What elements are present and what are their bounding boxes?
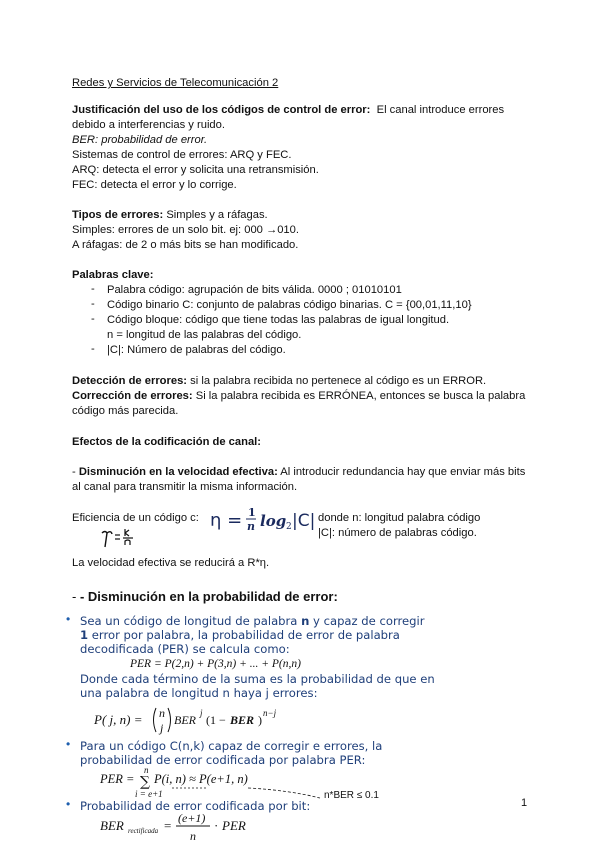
svg-text:BER: BER <box>174 713 196 727</box>
list-item: Código bloque: código que tiene todas las palabras de igual longitud. <box>107 314 450 326</box>
correccion-heading: Corrección de errores: <box>72 390 193 402</box>
svg-text:n: n <box>159 706 165 720</box>
b1-line1: Sea un código de longitud de palabra n y capaz de corregir <box>80 614 425 628</box>
svg-text:=: = <box>164 818 172 833</box>
svg-text:j: j <box>200 708 203 718</box>
svg-text:(e+1): (e+1) <box>178 811 206 825</box>
palabras-heading: Palabras clave: <box>72 269 154 281</box>
svg-text:n−j: n−j <box>263 708 277 718</box>
velocidad-line: - Disminución en la velocidad efectiva: Al introducir redundancia hay que enviar más bits <box>72 466 526 478</box>
dash: - <box>91 283 95 295</box>
list-item: Código binario C: conjunto de palabras código binarias. C = {00,01,11,10} <box>107 299 472 311</box>
page-number: 1 <box>521 797 528 809</box>
svg-text:i = e+1: i = e+1 <box>135 789 163 799</box>
justificacion-text2: debido a interferencias y ruido. <box>72 119 225 131</box>
svg-text:n: n <box>144 765 149 775</box>
note-nber: n*BER ≤ 0.1 <box>324 790 379 801</box>
velocidad-text: Al introducir redundancia hay que enviar más bits <box>280 466 526 478</box>
justificacion-line <box>72 103 504 118</box>
bullet-icon: • <box>66 612 71 626</box>
bullet-icon: • <box>66 737 71 751</box>
tipos-heading: Tipos de errores: <box>72 209 164 221</box>
svg-text:): ) <box>258 713 262 727</box>
correccion-line <box>72 389 525 404</box>
arq-line: ARQ: detecta el error y solicita una retransmisión. <box>72 164 319 176</box>
deteccion-heading: Detección de errores: <box>72 375 188 387</box>
svg-text:P( j, n) =: P( j, n) = <box>94 712 143 727</box>
dash: - <box>91 343 95 355</box>
eficiencia-label: Eficiencia de un código c: <box>72 512 199 524</box>
svg-text:·: · <box>214 818 219 833</box>
svg-text:PER: PER <box>222 818 246 833</box>
b1-line3: decodificada (PER) se calcula como: <box>80 642 290 656</box>
svg-text:PER =: PER = <box>100 772 135 786</box>
svg-text:2: 2 <box>286 522 292 532</box>
justificacion-heading: Justificación del uso de los códigos de control de error: <box>72 104 371 116</box>
svg-text:j: j <box>160 721 164 735</box>
b1-line2: 1 error por palabra, la probabilidad de error de palabra <box>80 628 400 642</box>
svg-text:BER: BER <box>100 818 124 833</box>
b1-line4: Donde cada término de la suma es la probabilidad de que en <box>80 672 435 686</box>
svg-text:η =: η = <box>210 510 243 531</box>
correccion-text: Si la palabra recibida es ERRÓNEA, entonces se busca la palabra <box>195 390 526 402</box>
svg-text:P(i, n) ≈ P(e+1, n): P(i, n) ≈ P(e+1, n) <box>154 772 248 786</box>
handwritten-eta-k-over-n <box>98 526 144 552</box>
ber-definition: BER: probabilidad de error. <box>72 134 208 146</box>
b2-line1: Para un código C(n,k) capaz de corregir e errores, la <box>80 739 383 753</box>
velocidad-heading: Disminución en la velocidad efectiva: <box>78 466 278 478</box>
svg-text:BER: BER <box>230 713 255 727</box>
deteccion-text: si la palabra recibida no pertenece al código es un ERROR. <box>190 375 487 387</box>
b2-line2: probabilidad de error codificada por palabra PER: <box>80 753 366 767</box>
efectos-heading: Efectos de la codificación de canal: <box>72 436 262 448</box>
pjn-formula <box>94 702 294 738</box>
tipos-text: Simples y a ráfagas. <box>166 209 268 221</box>
svg-text:|C|: |C| <box>292 511 316 531</box>
svg-text:1: 1 <box>248 506 256 519</box>
b1-n: n <box>301 614 310 628</box>
donde-n: donde n: longitud palabra código <box>318 512 481 524</box>
ber-rectificada-formula <box>100 808 300 846</box>
svg-text:∑: ∑ <box>140 774 150 790</box>
doc-title: Redes y Servicios de Telecomunicación 2 <box>72 77 279 89</box>
list-item: |C|: Número de palabras del código. <box>107 344 286 356</box>
simples-line: Simples: errores de un solo bit. ej: 000 →010. <box>72 224 299 236</box>
dash: - <box>91 313 95 325</box>
deteccion-line <box>72 374 486 389</box>
eta-formula <box>208 502 316 534</box>
velocidad-efectiva: La velocidad efectiva se reducirá a R*η. <box>72 557 270 569</box>
fec-line: FEC: detecta el error y lo corrige. <box>72 179 237 191</box>
svg-text:n: n <box>190 829 196 843</box>
b1-line5: una palabra de longitud n haya j errores: <box>80 686 318 700</box>
prob-heading: - - Disminución en la probabilidad de error: <box>72 589 338 604</box>
list-item: Palabra código: agrupación de bits válida. 0000 ; 01010101 <box>107 284 402 296</box>
svg-text:(1 −: (1 − <box>206 713 226 727</box>
svg-text:n: n <box>247 520 255 533</box>
b1-one: 1 <box>80 628 89 642</box>
tipos-line <box>72 208 268 223</box>
svg-text:log: log <box>260 512 287 530</box>
rafagas-line: A ráfagas: de 2 o más bits se han modificado. <box>72 239 299 251</box>
per-formula: PER = P(2,n) + P(3,n) + ... + P(n,n) <box>130 658 301 670</box>
list-subitem: n = longitud de las palabras del código. <box>107 329 302 341</box>
b3-line: Probabilidad de error codificada por bit: <box>80 799 311 813</box>
velocidad-text2: al canal para transmitir la misma información. <box>72 481 298 493</box>
justificacion-text: El canal introduce errores <box>376 104 505 116</box>
correccion-text2: código más parecida. <box>72 405 179 417</box>
dash: - <box>91 298 95 310</box>
donde-c: |C|: número de palabras código. <box>318 527 477 539</box>
sistemas-line: Sistemas de control de errores: ARQ y FEC. <box>72 149 292 161</box>
svg-text:rectificada: rectificada <box>128 827 159 835</box>
bullet-icon: • <box>66 797 71 811</box>
